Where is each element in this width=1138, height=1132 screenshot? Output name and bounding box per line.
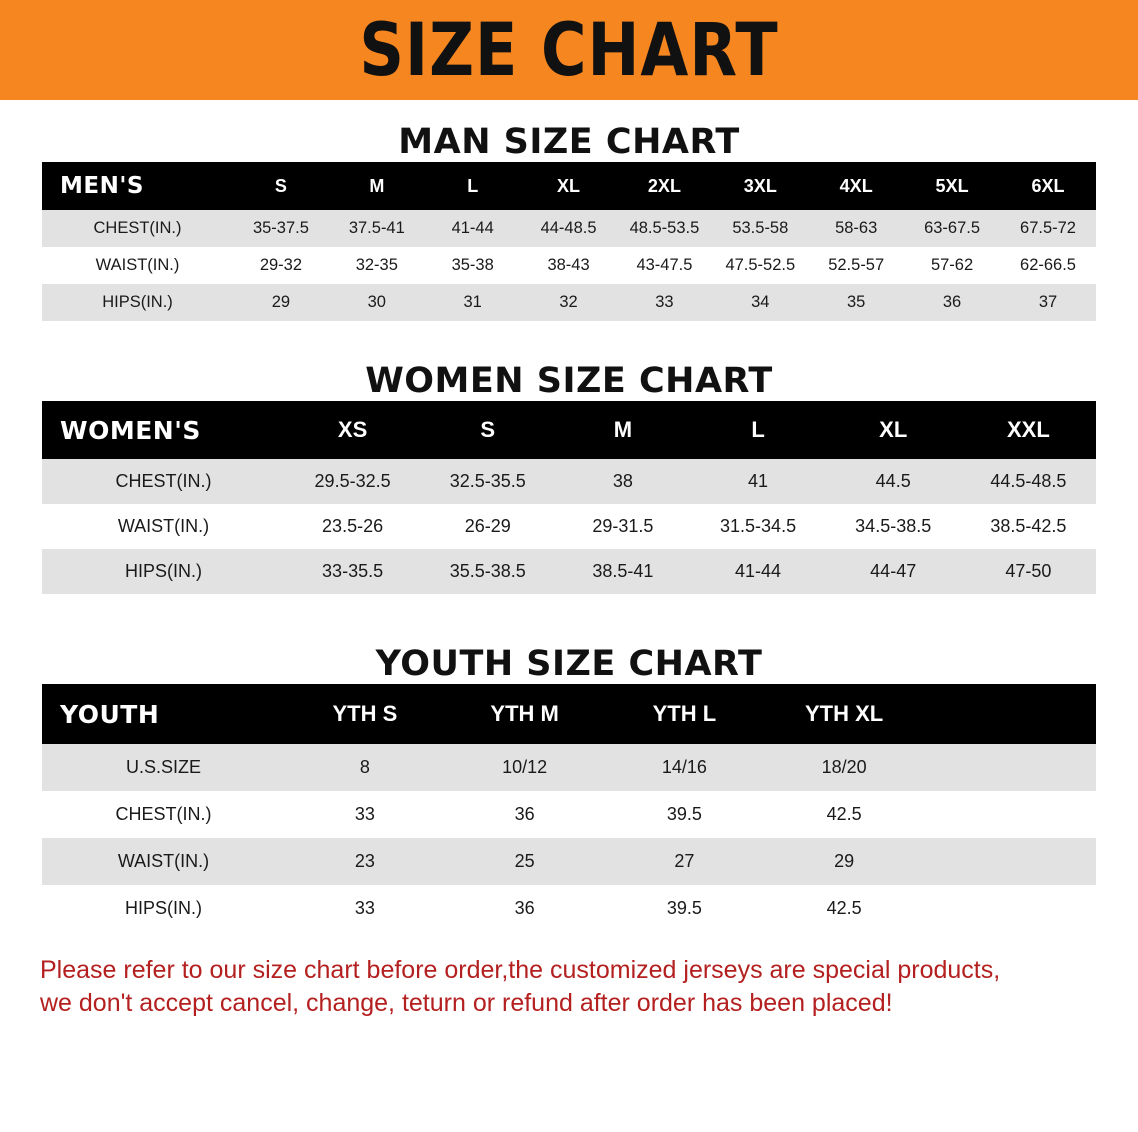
disclaimer-note bbox=[40, 954, 1098, 1020]
women-chest-s: 32.5-35.5 bbox=[420, 459, 555, 504]
women-hips-xl: 44-47 bbox=[826, 549, 961, 594]
women-chest-l: 41 bbox=[690, 459, 825, 504]
youth-row-label-chest: CHEST(IN.) bbox=[42, 791, 285, 838]
men-chest-3xl: 53.5-58 bbox=[712, 210, 808, 247]
youth-row-label-hips: HIPS(IN.) bbox=[42, 885, 285, 932]
men-waist-3xl: 47.5-52.5 bbox=[712, 247, 808, 284]
men-header-4xl: 4XL bbox=[808, 162, 904, 210]
women-table-wrap bbox=[42, 401, 1096, 594]
women-hips-l: 41-44 bbox=[690, 549, 825, 594]
youth-chest-xl: 42.5 bbox=[764, 791, 924, 838]
youth-hips-xl: 42.5 bbox=[764, 885, 924, 932]
table-header-row bbox=[42, 162, 1096, 210]
men-hips-6xl: 37 bbox=[1000, 284, 1096, 321]
women-chest-xxl: 44.5-48.5 bbox=[961, 459, 1096, 504]
women-chest-xs: 29.5-32.5 bbox=[285, 459, 420, 504]
women-chest-xl: 44.5 bbox=[826, 459, 961, 504]
youth-spacer-cell bbox=[924, 791, 1096, 838]
youth-header-s: YTH S bbox=[285, 684, 445, 744]
men-chest-xl: 44-48.5 bbox=[521, 210, 617, 247]
youth-size-table bbox=[42, 684, 1096, 932]
youth-header-m: YTH M bbox=[445, 684, 605, 744]
men-header-s: S bbox=[233, 162, 329, 210]
man-table-wrap bbox=[42, 162, 1096, 321]
men-chest-l: 41-44 bbox=[425, 210, 521, 247]
disclaimer-line-2: we don't accept cancel, change, teturn or refund after order has been placed! bbox=[40, 989, 893, 1017]
youth-waist-l: 27 bbox=[605, 838, 765, 885]
table-row bbox=[42, 284, 1096, 321]
men-row-label-hips: HIPS(IN.) bbox=[42, 284, 233, 321]
men-hips-xl: 32 bbox=[521, 284, 617, 321]
youth-row-label-waist: WAIST(IN.) bbox=[42, 838, 285, 885]
men-header-6xl: 6XL bbox=[1000, 162, 1096, 210]
men-waist-xl: 38-43 bbox=[521, 247, 617, 284]
table-row bbox=[42, 744, 1096, 791]
women-waist-l: 31.5-34.5 bbox=[690, 504, 825, 549]
youth-section-heading: YOUTH SIZE CHART bbox=[375, 644, 763, 684]
youth-header-label: YOUTH bbox=[42, 684, 285, 744]
men-header-label: MEN'S bbox=[42, 162, 233, 210]
youth-ussize-xl: 18/20 bbox=[764, 744, 924, 791]
man-size-table bbox=[42, 162, 1096, 321]
men-waist-2xl: 43-47.5 bbox=[617, 247, 713, 284]
men-chest-6xl: 67.5-72 bbox=[1000, 210, 1096, 247]
youth-chest-s: 33 bbox=[285, 791, 445, 838]
women-header-label: WOMEN'S bbox=[42, 401, 285, 459]
youth-hips-s: 33 bbox=[285, 885, 445, 932]
women-row-label-chest: CHEST(IN.) bbox=[42, 459, 285, 504]
table-header-row bbox=[42, 401, 1096, 459]
men-header-3xl: 3XL bbox=[712, 162, 808, 210]
men-waist-4xl: 52.5-57 bbox=[808, 247, 904, 284]
table-row bbox=[42, 210, 1096, 247]
women-row-label-hips: HIPS(IN.) bbox=[42, 549, 285, 594]
men-header-5xl: 5XL bbox=[904, 162, 1000, 210]
women-header-m: M bbox=[555, 401, 690, 459]
women-waist-xl: 34.5-38.5 bbox=[826, 504, 961, 549]
men-chest-s: 35-37.5 bbox=[233, 210, 329, 247]
women-waist-m: 29-31.5 bbox=[555, 504, 690, 549]
youth-header-xl: YTH XL bbox=[764, 684, 924, 744]
women-header-l: L bbox=[690, 401, 825, 459]
youth-hips-m: 36 bbox=[445, 885, 605, 932]
men-waist-l: 35-38 bbox=[425, 247, 521, 284]
youth-spacer-cell bbox=[924, 838, 1096, 885]
youth-spacer-cell bbox=[924, 885, 1096, 932]
men-waist-6xl: 62-66.5 bbox=[1000, 247, 1096, 284]
women-waist-xs: 23.5-26 bbox=[285, 504, 420, 549]
youth-row-label-ussize: U.S.SIZE bbox=[42, 744, 285, 791]
table-header-row bbox=[42, 684, 1096, 744]
women-header-s: S bbox=[420, 401, 555, 459]
women-section-heading: WOMEN SIZE CHART bbox=[365, 361, 773, 401]
table-row bbox=[42, 247, 1096, 284]
men-header-xl: XL bbox=[521, 162, 617, 210]
youth-table-wrap bbox=[42, 684, 1096, 932]
table-row bbox=[42, 791, 1096, 838]
women-hips-xxl: 47-50 bbox=[961, 549, 1096, 594]
men-header-2xl: 2XL bbox=[617, 162, 713, 210]
women-hips-m: 38.5-41 bbox=[555, 549, 690, 594]
men-hips-m: 30 bbox=[329, 284, 425, 321]
men-chest-2xl: 48.5-53.5 bbox=[617, 210, 713, 247]
table-row bbox=[42, 838, 1096, 885]
men-chest-5xl: 63-67.5 bbox=[904, 210, 1000, 247]
youth-header-spacer bbox=[924, 684, 1096, 744]
table-row bbox=[42, 459, 1096, 504]
men-hips-4xl: 35 bbox=[808, 284, 904, 321]
men-header-l: L bbox=[425, 162, 521, 210]
youth-spacer-cell bbox=[924, 744, 1096, 791]
men-chest-4xl: 58-63 bbox=[808, 210, 904, 247]
women-hips-s: 35.5-38.5 bbox=[420, 549, 555, 594]
youth-chest-m: 36 bbox=[445, 791, 605, 838]
table-row bbox=[42, 549, 1096, 594]
youth-waist-xl: 29 bbox=[764, 838, 924, 885]
women-header-xxl: XXL bbox=[961, 401, 1096, 459]
women-waist-s: 26-29 bbox=[420, 504, 555, 549]
women-row-label-waist: WAIST(IN.) bbox=[42, 504, 285, 549]
women-waist-xxl: 38.5-42.5 bbox=[961, 504, 1096, 549]
youth-ussize-s: 8 bbox=[285, 744, 445, 791]
man-section-heading: MAN SIZE CHART bbox=[398, 122, 740, 162]
page-title: SIZE CHART bbox=[359, 6, 779, 93]
men-row-label-waist: WAIST(IN.) bbox=[42, 247, 233, 284]
table-row bbox=[42, 885, 1096, 932]
youth-hips-l: 39.5 bbox=[605, 885, 765, 932]
youth-waist-s: 23 bbox=[285, 838, 445, 885]
women-header-xl: XL bbox=[826, 401, 961, 459]
women-header-xs: XS bbox=[285, 401, 420, 459]
youth-chest-l: 39.5 bbox=[605, 791, 765, 838]
men-waist-s: 29-32 bbox=[233, 247, 329, 284]
men-hips-5xl: 36 bbox=[904, 284, 1000, 321]
table-row bbox=[42, 504, 1096, 549]
youth-waist-m: 25 bbox=[445, 838, 605, 885]
youth-ussize-l: 14/16 bbox=[605, 744, 765, 791]
men-waist-5xl: 57-62 bbox=[904, 247, 1000, 284]
men-hips-l: 31 bbox=[425, 284, 521, 321]
men-hips-3xl: 34 bbox=[712, 284, 808, 321]
men-waist-m: 32-35 bbox=[329, 247, 425, 284]
men-hips-s: 29 bbox=[233, 284, 329, 321]
men-header-m: M bbox=[329, 162, 425, 210]
men-row-label-chest: CHEST(IN.) bbox=[42, 210, 233, 247]
men-chest-m: 37.5-41 bbox=[329, 210, 425, 247]
youth-ussize-m: 10/12 bbox=[445, 744, 605, 791]
men-hips-2xl: 33 bbox=[617, 284, 713, 321]
youth-header-l: YTH L bbox=[605, 684, 765, 744]
women-hips-xs: 33-35.5 bbox=[285, 549, 420, 594]
disclaimer-line-1: Please refer to our size chart before order,the customized jerseys are special products, bbox=[40, 956, 1001, 984]
women-size-table bbox=[42, 401, 1096, 594]
page-banner bbox=[0, 0, 1138, 100]
women-chest-m: 38 bbox=[555, 459, 690, 504]
